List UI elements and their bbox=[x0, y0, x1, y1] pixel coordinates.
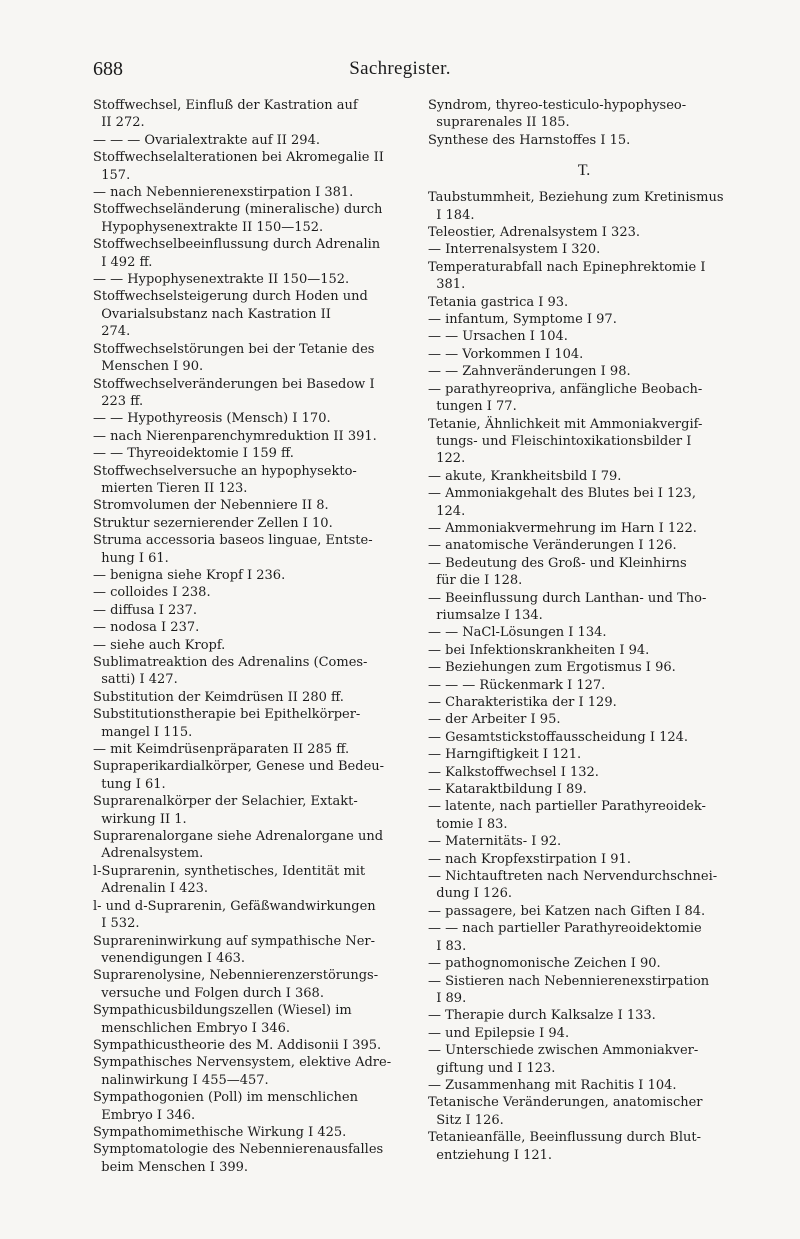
index-entry-line: Struma accessoria baseos linguae, Entste- bbox=[93, 533, 373, 549]
index-entry-line: satti) I 427. bbox=[93, 672, 178, 688]
index-entry-line: Substitutionstherapie bei Epithelkörper- bbox=[93, 707, 361, 723]
index-entry-line: nalinwirkung I 455—457. bbox=[93, 1072, 269, 1088]
index-entry-line: — Bedeutung des Groß- und Kleinhirns bbox=[428, 555, 687, 571]
index-entry-line: — Harngiftigkeit I 121. bbox=[428, 747, 582, 763]
index-entry-line: für die I 128. bbox=[428, 573, 523, 589]
index-entry-line: — Charakteristika der I 129. bbox=[428, 695, 617, 710]
index-entry-line: — infantum, Symptome I 97. bbox=[428, 312, 617, 328]
index-entry-line: Menschen I 90. bbox=[93, 359, 204, 375]
index-entry-line: — Maternitäts- I 92. bbox=[428, 834, 562, 850]
index-entry-line: Suprarenalkörper der Selachier, Extakt- bbox=[93, 794, 358, 810]
index-entry-line: — Ammoniakgehalt des Blutes bei I 123, bbox=[428, 486, 696, 502]
index-entry-line: Temperaturabfall nach Epinephrektomie I bbox=[428, 259, 706, 275]
index-entry-line: Adrenalsystem. bbox=[93, 846, 204, 862]
right-column-top bbox=[428, 97, 740, 149]
index-entry-line: — passagere, bei Katzen nach Giften I 84. bbox=[428, 903, 706, 919]
index-entry-line: — — NaCl-Lösungen I 134. bbox=[428, 625, 607, 641]
index-entry-line: I 184. bbox=[428, 207, 475, 223]
index-entry-line: Stoffwechseländerung (mineralische) durch bbox=[93, 202, 383, 218]
index-entry-line: Teleostier, Adrenalsystem I 323. bbox=[428, 225, 641, 241]
index-entry-line: Sitz I 126. bbox=[428, 1112, 504, 1128]
index-entry-line: I 492 ff. bbox=[93, 254, 153, 270]
index-entry-line: — Beziehungen zum Ergotismus I 96. bbox=[428, 660, 676, 676]
index-entry-line: venendigungen I 463. bbox=[93, 950, 246, 966]
section-letter: T. bbox=[577, 162, 591, 180]
index-entry-line: Stoffwechselveränderungen bei Basedow I bbox=[93, 376, 375, 392]
index-entry-line: — — Zahnveränderungen I 98. bbox=[428, 364, 631, 380]
index-entry-line: — siehe auch Kropf. bbox=[93, 637, 226, 653]
index-entry-line: — benigna siehe Kropf I 236. bbox=[93, 567, 286, 583]
index-entry-line: — Beeinflussung durch Lanthan- und Tho- bbox=[428, 590, 707, 606]
index-entry-line: l-Suprarenin, synthetisches, Identität mit bbox=[93, 863, 366, 879]
index-entry-line: 381. bbox=[428, 277, 466, 293]
index-entry-line: — — Hypothyreosis (Mensch) I 170. bbox=[93, 411, 331, 427]
index-entry-line: versuche und Folgen durch I 368. bbox=[93, 985, 324, 1001]
right-column bbox=[428, 97, 740, 1164]
index-entry-line: II 272. bbox=[93, 115, 145, 131]
index-entry-line: — diffusa I 237. bbox=[93, 602, 197, 618]
index-entry-line: — Kataraktbildung I 89. bbox=[428, 782, 587, 798]
index-entry-line: I 83. bbox=[428, 938, 467, 954]
index-entry-line: Stoffwechselversuche an hypophysekto- bbox=[93, 463, 357, 479]
index-entry-line: — Gesamtstickstoffausscheidung I 124. bbox=[428, 729, 689, 745]
index-entry-line: mangel I 115. bbox=[93, 724, 193, 740]
index-entry-line: — Unterschiede zwischen Ammoniakver- bbox=[428, 1043, 699, 1059]
index-entry-line: tungs- und Fleischintoxikationsbilder I bbox=[428, 433, 692, 449]
index-entry-line: — — Vorkommen I 104. bbox=[428, 346, 584, 362]
index-entry-line: — Zusammenhang mit Rachitis I 104. bbox=[428, 1077, 677, 1093]
index-entry-line: — — Hypophysenextrakte II 150—152. bbox=[93, 272, 350, 288]
index-entry-line: — — Ursachen I 104. bbox=[428, 329, 568, 345]
index-entry-line: Syndrom, thyreo-testiculo-hypophyseo- bbox=[428, 98, 687, 113]
index-entry-line: Sympathicusbildungszellen (Wiesel) im bbox=[93, 1003, 352, 1019]
index-entry-line: — bei Infektionskrankheiten I 94. bbox=[428, 642, 650, 658]
index-entry-line: hung I 61. bbox=[93, 550, 169, 566]
index-entry-line: tung I 61. bbox=[93, 776, 166, 792]
index-entry-line: — nach Kropfexstirpation I 91. bbox=[428, 851, 631, 867]
index-entry-line: 274. bbox=[93, 324, 131, 340]
index-entry-line: menschlichen Embryo I 346. bbox=[93, 1020, 291, 1036]
index-entry-line: Stoffwechselstörungen bei der Tetanie des bbox=[93, 341, 375, 357]
index-entry-line: Synthese des Harnstoffes I 15. bbox=[428, 132, 631, 148]
index-entry-line: — nodosa I 237. bbox=[93, 620, 200, 636]
index-entry-line: — — — Rückenmark I 127. bbox=[428, 677, 606, 693]
index-entry-line: Suprareninwirkung auf sympathische Ner- bbox=[93, 933, 376, 949]
running-title: Sachregister. bbox=[349, 58, 451, 79]
index-entry-line: Sympathicustheorie des M. Addisonii I 395. bbox=[93, 1037, 382, 1053]
index-entry-line: — Ammoniakvermehrung im Harn I 122. bbox=[428, 520, 697, 536]
index-entry-line: 223 ff. bbox=[93, 393, 144, 409]
index-entry-line: Stromvolumen der Nebenniere II 8. bbox=[93, 498, 329, 514]
index-entry-line: Supraperikardialkörper, Genese und Bedeu- bbox=[93, 759, 385, 775]
index-entry-line: — Therapie durch Kalksalze I 133. bbox=[428, 1008, 656, 1024]
index-entry-line: entziehung I 121. bbox=[428, 1147, 553, 1163]
index-entry-line: tomie I 83. bbox=[428, 816, 508, 832]
index-entry-line: — nach Nebennierenexstirpation I 381. bbox=[93, 185, 354, 201]
index-entry-line: Stoffwechselbeeinflussung durch Adrenalin bbox=[93, 237, 381, 253]
index-entry-line: — — — Ovarialextrakte auf II 294. bbox=[93, 132, 320, 148]
index-entry-line: I 89. bbox=[428, 990, 467, 1006]
index-entry-line: — Nichtauftreten nach Nervendurchschnei- bbox=[428, 869, 718, 885]
index-entry-line: Stoffwechselalterationen bei Akromegalie II bbox=[93, 150, 384, 166]
index-entry-line: Suprarenolysine, Nebennierenzerstörungs- bbox=[93, 968, 379, 984]
index-entry-line: Sublimatreaktion des Adrenalins (Comes- bbox=[93, 655, 368, 670]
index-entry-line: — parathyreopriva, anfängliche Beobach- bbox=[428, 381, 703, 397]
index-entry-line: mierten Tieren II 123. bbox=[93, 480, 248, 496]
index-entry-line: Embryo I 346. bbox=[93, 1107, 196, 1123]
index-entry-line: 124. bbox=[428, 503, 466, 519]
index-entry-line: Substitution der Keimdrüsen II 280 ff. bbox=[93, 689, 344, 705]
index-entry-line: Hypophysenextrakte II 150—152. bbox=[93, 219, 324, 235]
index-entry-line: — pathognomonische Zeichen I 90. bbox=[428, 956, 661, 972]
index-entry-line: — — nach partieller Parathyreoidektomie bbox=[428, 921, 702, 937]
index-entry-line: Sympathomimethische Wirkung I 425. bbox=[93, 1124, 347, 1140]
index-entry-line: I 532. bbox=[93, 916, 140, 932]
index-entry-line: Tetanie, Ähnlichkeit mit Ammoniakvergif- bbox=[428, 416, 703, 432]
left-column bbox=[93, 97, 427, 1176]
index-entry-line: Stoffwechsel, Einfluß der Kastration auf bbox=[93, 98, 358, 113]
index-entry-line: — akute, Krankheitsbild I 79. bbox=[428, 468, 622, 484]
right-column-entries bbox=[428, 189, 740, 1164]
index-entry-line: Tetanieanfälle, Beeinflussung durch Blut- bbox=[428, 1130, 701, 1146]
index-entry-line: tungen I 77. bbox=[428, 399, 517, 415]
index-entry-line: wirkung II 1. bbox=[93, 811, 187, 827]
index-entry-line: — — Thyreoidektomie I 159 ff. bbox=[93, 446, 294, 462]
index-entry-line: — der Arbeiter I 95. bbox=[428, 712, 561, 728]
index-entry-line: Suprarenalorgane siehe Adrenalorgane und bbox=[93, 829, 384, 845]
index-entry-line: beim Menschen I 399. bbox=[93, 1159, 249, 1175]
index-entry-line: — latente, nach partieller Parathyreoidek- bbox=[428, 799, 706, 815]
index-entry-line: — Kalkstoffwechsel I 132. bbox=[428, 764, 599, 780]
index-entry-line: suprarenales II 185. bbox=[428, 115, 570, 131]
index-entry-line: — Interrenalsystem I 320. bbox=[428, 242, 601, 258]
index-entry-line: 157. bbox=[93, 167, 131, 183]
index-entry-line: Stoffwechselsteigerung durch Hoden und bbox=[93, 289, 368, 305]
index-entry-line: Tetania gastrica I 93. bbox=[428, 294, 569, 310]
index-entry-line: 122. bbox=[428, 451, 466, 467]
index-entry-line: — Sistieren nach Nebennierenexstirpation bbox=[428, 973, 710, 989]
index-entry-line: Adrenalin I 423. bbox=[93, 881, 209, 897]
index-entry-line: Sympathogonien (Poll) im menschlichen bbox=[93, 1090, 358, 1106]
index-entry-line: Sympathisches Nervensystem, elektive Adre- bbox=[93, 1055, 392, 1071]
index-entry-line: Ovarialsubstanz nach Kastration II bbox=[93, 306, 331, 322]
index-entry-line: — nach Nierenparenchymreduktion II 391. bbox=[93, 428, 377, 444]
index-entry-line: — anatomische Veränderungen I 126. bbox=[428, 538, 677, 554]
page-number: 688 bbox=[93, 58, 123, 80]
index-entry-line: riumsalze I 134. bbox=[428, 607, 543, 623]
index-entry-line: Taubstummheit, Beziehung zum Kretinismus bbox=[428, 190, 724, 206]
index-entry-line: Struktur sezernierender Zellen I 10. bbox=[93, 515, 333, 531]
index-entry-line: giftung und I 123. bbox=[428, 1060, 556, 1076]
index-entry-line: — und Epilepsie I 94. bbox=[428, 1025, 570, 1041]
index-entry-line: — mit Keimdrüsenpräparaten II 285 ff. bbox=[93, 742, 350, 758]
index-entry-line: l- und d-Suprarenin, Gefäßwandwirkungen bbox=[93, 898, 376, 914]
index-entry-line: Symptomatologie des Nebennierenausfalles bbox=[93, 1142, 384, 1158]
index-entry-line: Tetanische Veränderungen, anatomischer bbox=[428, 1095, 703, 1111]
index-entry-line: dung I 126. bbox=[428, 886, 512, 902]
index-entry-line: — colloides I 238. bbox=[93, 585, 211, 601]
